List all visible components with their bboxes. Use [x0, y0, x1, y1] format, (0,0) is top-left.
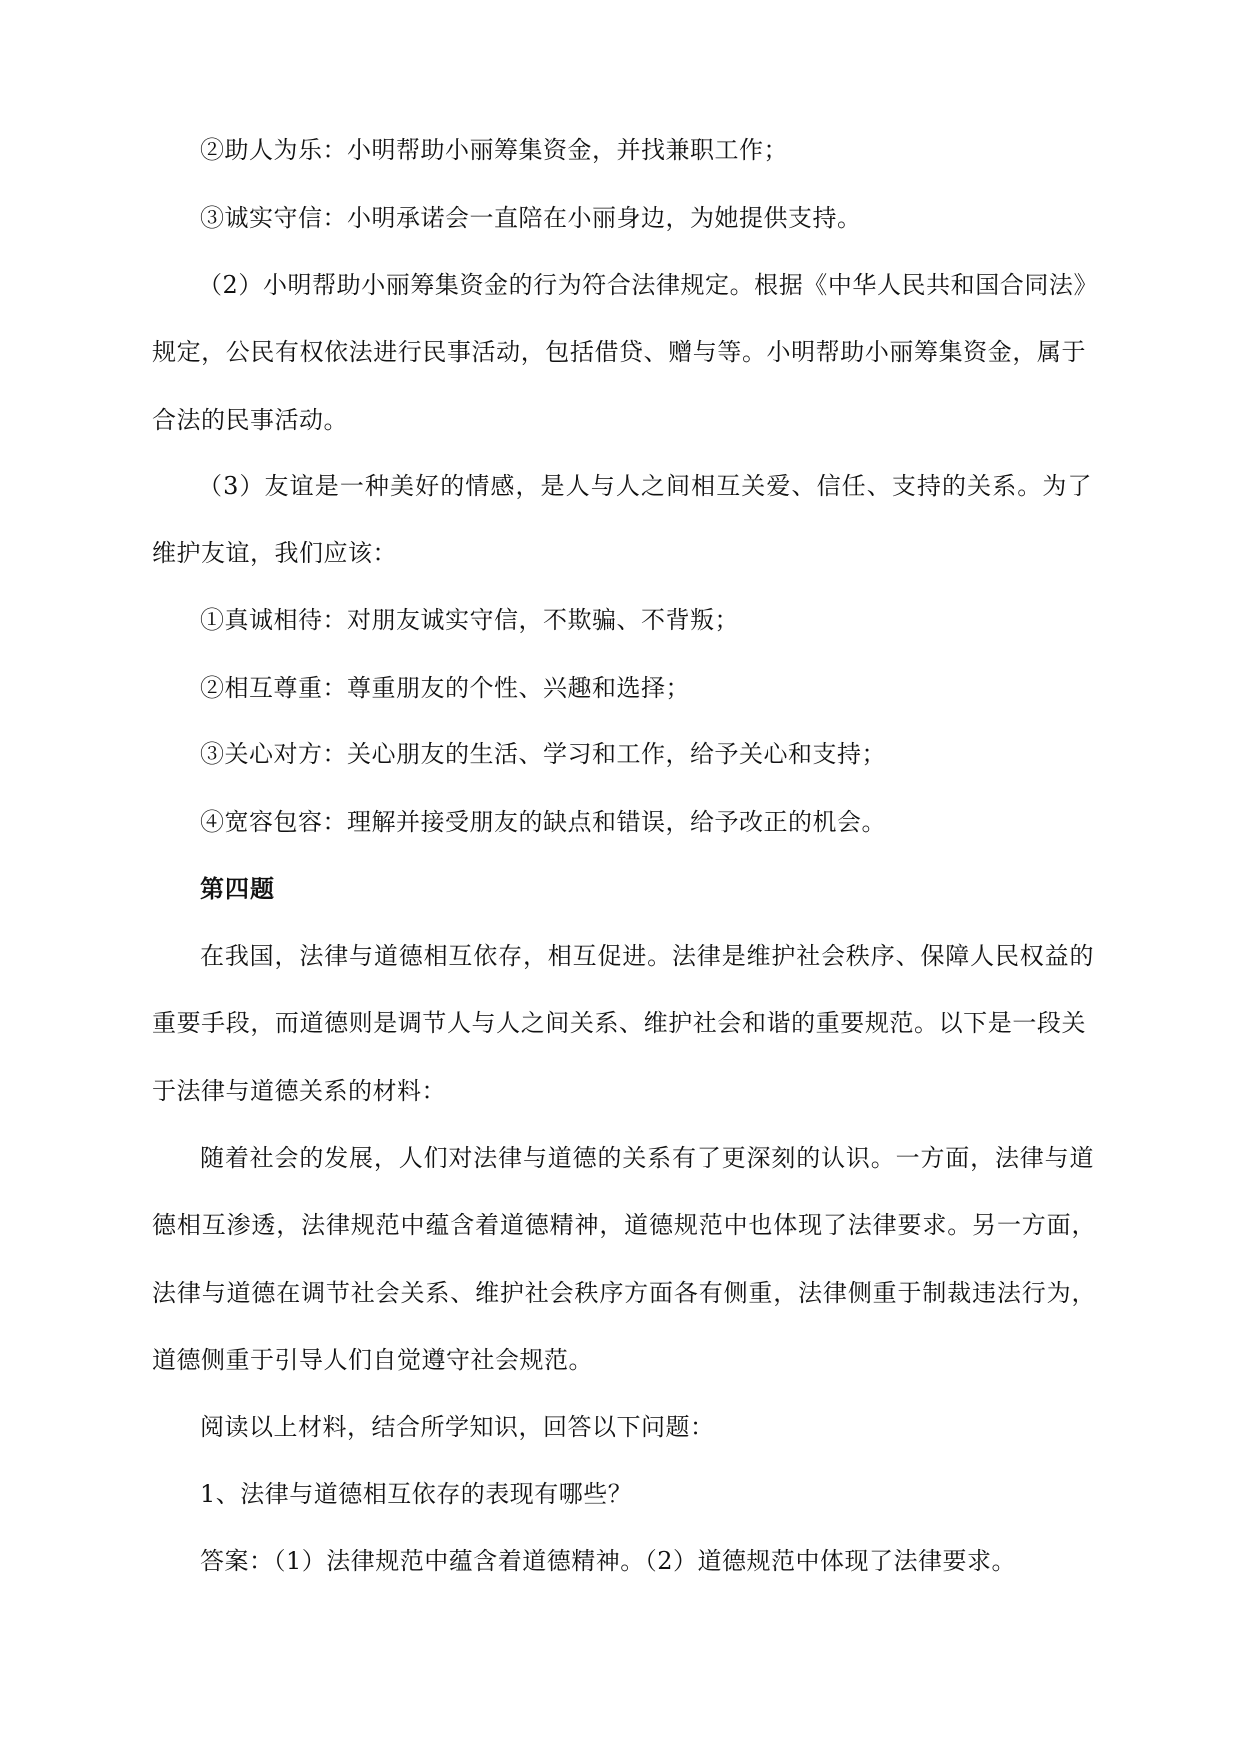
- text-line: 法律与道德在调节社会关系、维护社会秩序方面各有侧重，法律侧重于制裁违法行为，: [152, 1279, 1096, 1307]
- text-line: ②助人为乐：小明帮助小丽筹集资金，并找兼职工作；: [200, 136, 788, 164]
- answer-line: 答案：（1）法律规范中蕴含着道德精神。（2）道德规范中体现了法律要求。: [200, 1547, 1017, 1575]
- text-line: ④宽容包容：理解并接受朋友的缺点和错误，给予改正的机会。: [200, 808, 886, 836]
- text-line: ②相互尊重：尊重朋友的个性、兴趣和选择；: [200, 674, 690, 702]
- text-line: 阅读以上材料，结合所学知识，回答以下问题：: [200, 1413, 715, 1441]
- text-line: 在我国，法律与道德相互依存，相互促进。法律是维护社会秩序、保障人民权益的: [200, 942, 1094, 970]
- text-line: 于法律与道德关系的材料：: [152, 1077, 446, 1105]
- text-line: ③诚实守信：小明承诺会一直陪在小丽身边，为她提供支持。: [200, 204, 862, 232]
- text-line: 合法的民事活动。: [152, 406, 348, 434]
- text-line: 随着社会的发展，人们对法律与道德的关系有了更深刻的认识。一方面，法律与道: [200, 1144, 1094, 1172]
- text-line: 维护友谊，我们应该：: [152, 539, 397, 567]
- section-heading: 第四题: [200, 875, 275, 903]
- text-line: 重要手段，而道德则是调节人与人之间关系、维护社会和谐的重要规范。以下是一段关: [152, 1009, 1086, 1037]
- text-line: （3）友谊是一种美好的情感，是人与人之间相互关爱、信任、支持的关系。为了: [198, 472, 1092, 500]
- text-line: 道德侧重于引导人们自觉遵守社会规范。: [152, 1346, 593, 1374]
- question-line: 1、法律与道德相互依存的表现有哪些？: [200, 1480, 633, 1508]
- text-line: 德相互渗透，法律规范中蕴含着道德精神，道德规范中也体现了法律要求。另一方面，: [152, 1211, 1096, 1239]
- text-line: （2）小明帮助小丽筹集资金的行为符合法律规定。根据《中华人民共和国合同法》: [198, 271, 1098, 299]
- text-line: 规定，公民有权依法进行民事活动，包括借贷、赠与等。小明帮助小丽筹集资金，属于: [152, 338, 1086, 366]
- text-line: ①真诚相待：对朋友诚实守信，不欺骗、不背叛；: [200, 606, 739, 634]
- text-line: ③关心对方：关心朋友的生活、学习和工作，给予关心和支持；: [200, 740, 886, 768]
